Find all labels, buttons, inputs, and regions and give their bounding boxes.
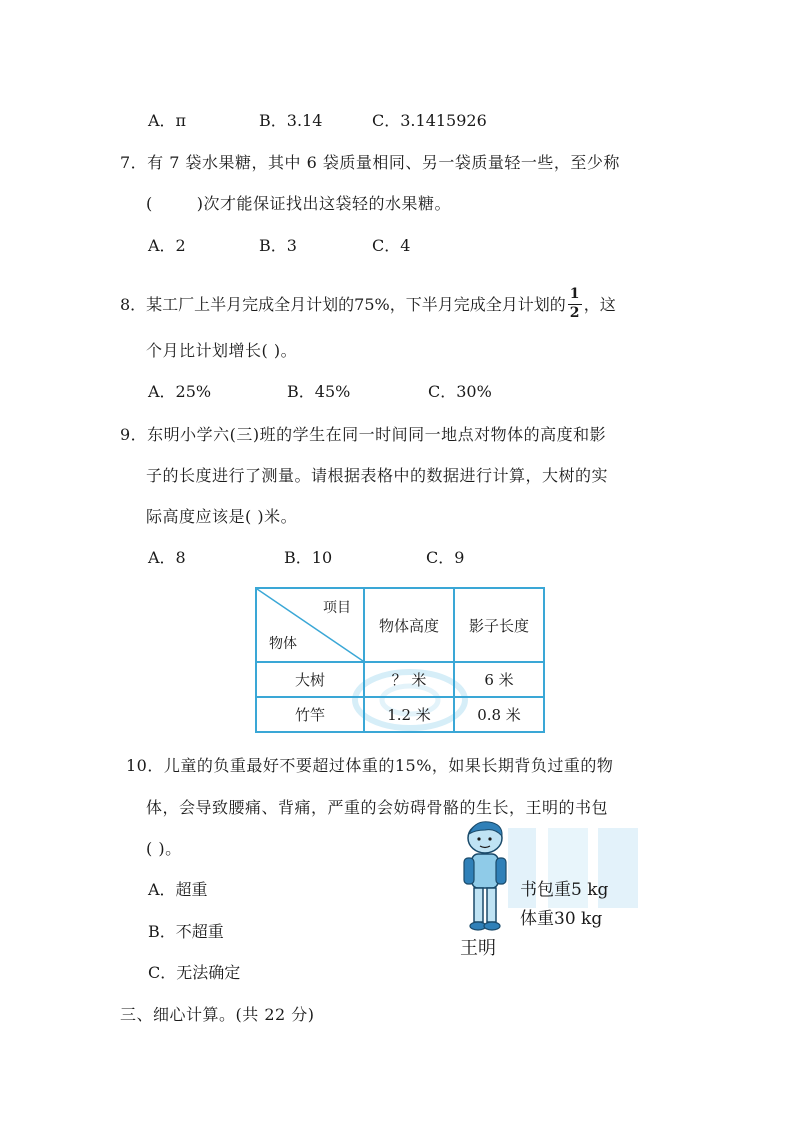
q10-stem-line2: 体，会导致腰痛、背痛，严重的会妨碍骨骼的生长，王明的书包 xyxy=(146,798,609,817)
q8-text-post: ，这 xyxy=(583,295,616,314)
q8-option-c: C．30% xyxy=(428,382,492,401)
table-corner-cell xyxy=(256,588,364,662)
row-shadow: 6 米 xyxy=(454,662,544,697)
q8-stem-line2: 个月比计划增长( )。 xyxy=(146,341,298,360)
q9-option-a: A．8 xyxy=(148,548,186,567)
q8-option-b: B．45% xyxy=(287,382,351,401)
section-3-heading: 三、细心计算。(共 22 分) xyxy=(120,1005,315,1024)
fraction-numerator: 1 xyxy=(569,286,580,302)
q7-close-paren-text: )次才能保证找出这袋轻的水果糖。 xyxy=(196,194,451,213)
fraction-one-half xyxy=(568,286,582,322)
q6-option-c: C．3.1415926 xyxy=(372,111,487,130)
q9-stem-line1: 9．东明小学六(三)班的学生在同一时间同一地点对物体的高度和影 xyxy=(120,425,607,444)
q10-option-a: A．超重 xyxy=(148,880,208,899)
watermark-text-icon xyxy=(503,818,643,918)
measurement-table xyxy=(255,587,545,733)
row-height: 1.2 米 xyxy=(364,697,454,732)
q7-open-paren: ( xyxy=(146,194,153,213)
row-name: 大树 xyxy=(256,662,364,697)
student-name-label: 王明 xyxy=(460,938,496,959)
q10-option-c: C．无法确定 xyxy=(148,963,241,982)
row-name: 竹竿 xyxy=(256,697,364,732)
q8-option-a: A．25% xyxy=(148,382,212,401)
q7-option-c: C．4 xyxy=(372,236,411,255)
q8-stem-line1 xyxy=(120,286,616,322)
q9-stem-line3: 际高度应该是( )米。 xyxy=(146,507,298,526)
row-height: ？ 米 xyxy=(364,662,454,697)
q8-text-pre: 8．某工厂上半月完成全月计划的75%，下半月完成全月计划的 xyxy=(120,295,566,314)
q10-stem-line1: 10．儿童的负重最好不要超过体重的15%，如果长期背负过重的物 xyxy=(126,756,614,775)
q9-stem-line2: 子的长度进行了测量。请根据表格中的数据进行计算，大树的实 xyxy=(146,466,609,485)
q9-option-b: B．10 xyxy=(284,548,333,567)
q6-option-a: A．π xyxy=(148,111,187,130)
corner-label-item: 项目 xyxy=(323,600,351,616)
row-shadow: 0.8 米 xyxy=(454,697,544,732)
table-row xyxy=(256,662,544,697)
fraction-denominator: 2 xyxy=(569,305,580,321)
q6-option-b: B．3.14 xyxy=(259,111,323,130)
table-header-shadow: 影子长度 xyxy=(454,588,544,662)
bag-weight-label: 书包重5 kg xyxy=(520,880,609,900)
q7-option-b: B．3 xyxy=(259,236,297,255)
table-header-height: 物体高度 xyxy=(364,588,454,662)
boy-with-backpack-icon xyxy=(455,818,515,933)
q10-stem-line3: ( )。 xyxy=(146,839,182,858)
corner-label-object: 物体 xyxy=(269,636,297,652)
q10-option-b: B．不超重 xyxy=(148,922,224,941)
q7-stem-line2 xyxy=(146,191,451,214)
body-weight-label: 体重30 kg xyxy=(520,909,603,929)
q7-option-a: A．2 xyxy=(148,236,186,255)
q7-stem-line1: 7．有 7 袋水果糖，其中 6 袋质量相同、另一袋质量轻一些，至少称 xyxy=(120,153,620,172)
table-row xyxy=(256,697,544,732)
q9-option-c: C．9 xyxy=(426,548,465,567)
